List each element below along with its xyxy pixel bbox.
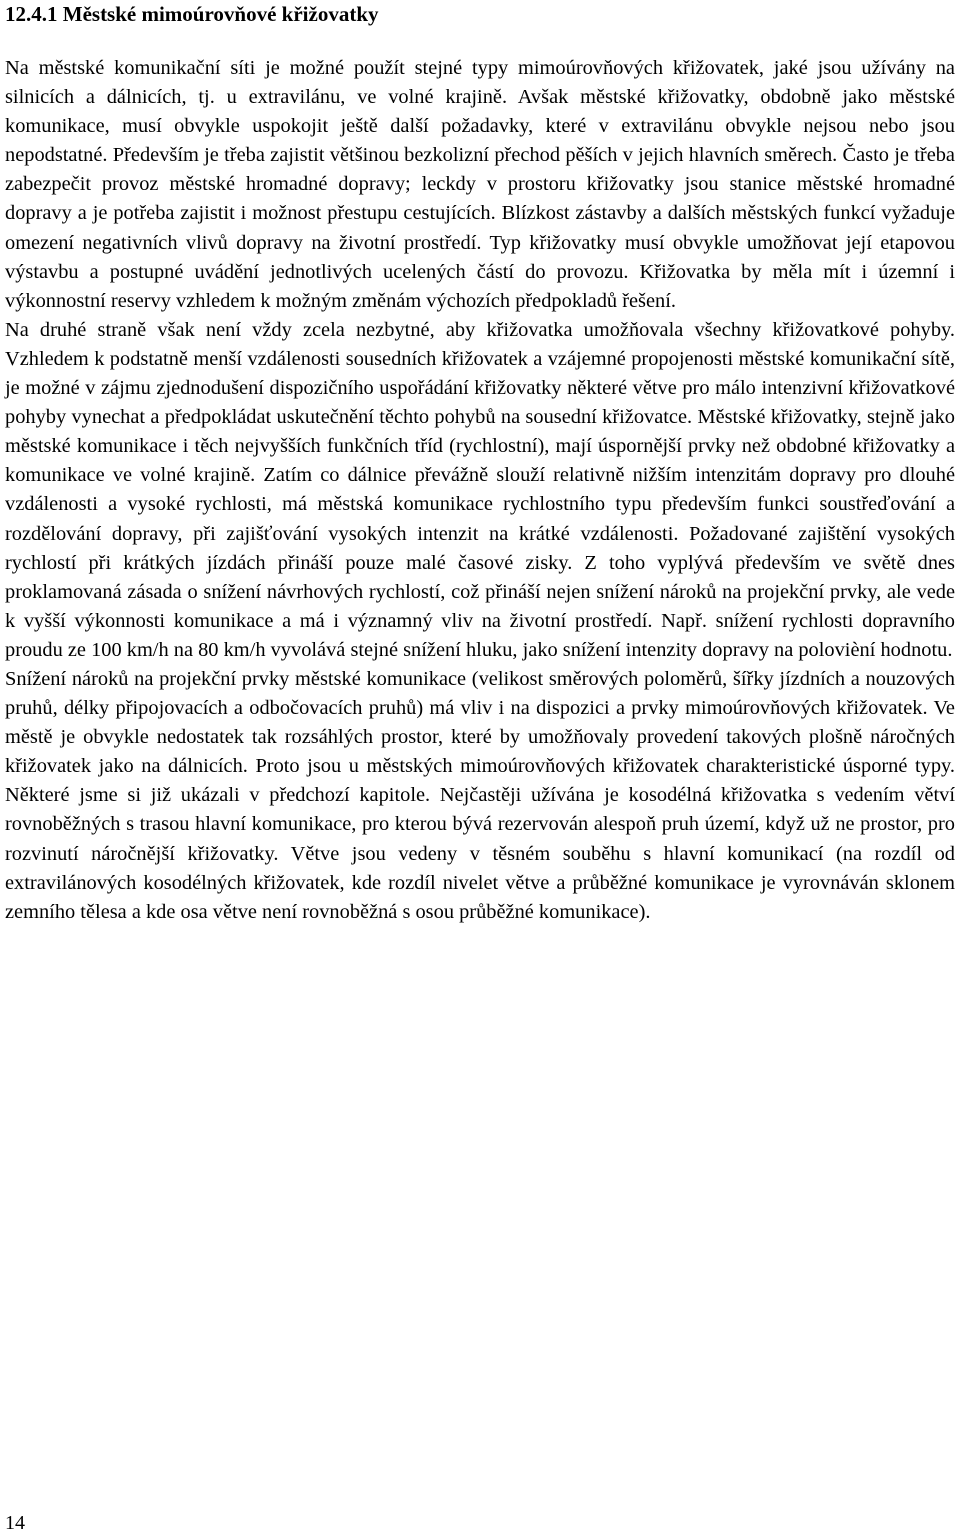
section-heading: 12.4.1 Městské mimoúrovňové křižovatky xyxy=(5,2,379,26)
body-text xyxy=(5,54,955,927)
paragraph-1: Na městské komunikační síti je možné použít stejné typy mimoúrovňových křižovatek, jaké jsou užívány na silnicích a dálnicích, tj. u extravilánu, ve volné krajině. Avšak městské křižovatky, obdobně jako městské komunikace, musí obvykle uspokojit ještě další požadavky, které v extravilánu obvykle nejsou nebo jsou nepodstatné. Především je třeba zajistit většinou bezkolizní přechod pěších v jejich hlavních směrech. Často je třeba zabezpečit provoz městské hromadné dopravy; leckdy v prostoru křižovatky jsou stanice městské hromadné dopravy a je potřeba zajistit i možnost přestupu cestujících. Blízkost zástavby a dalších městských funkcí vyžaduje omezení negativních vlivů dopravy na životní prostředí. Typ křižovatky musí obvykle umožňovat její etapovou výstavbu a postupné uvádění jednotlivých ucelených částí do provozu. Křižovatka by měla mít i územní i výkonnostní reservy vzhledem k možným změnám výchozích předpokladů řešení. xyxy=(5,57,955,312)
paragraph-3: Snížení nároků na projekční prvky městské komunikace (velikost směrových poloměrů, šířky jízdních a nouzových pruhů, délky připojovacích a odbočovacích pruhů) má vliv i na dispozici a prvky mimoúrovňových křižovatek. Ve městě je obvykle nedostatek tak rozsáhlých prostor, které by umožňovaly provedení takových plošně náročných křižovatek jako na dálnicích. Proto jsou u městských mimoúrovňových křižovatek charakteristické úsporné typy. Některé jsme si již ukázali v předchozí kapitole. Nejčastěji užívána je kosodélná křižovatka s vedením větví rovnoběžných s trasou hlavní komunikace, pro kterou bývá rezervován alespoň pruh území, když už ne prostor, pro rozvinutí náročnější křižovatky. Větve jsou vedeny v těsném souběhu s hlavní komunikací (na rozdíl od extravilánových kosodélných křižovatek, kde rozdíl nivelet větve a průběžné komunikace je vyrovnáván sklonem zemního tělesa a kde osa větve není rovnoběžná s osou průběžné komunikace). xyxy=(5,667,955,923)
page-number: 14 xyxy=(5,1512,25,1534)
paragraph-2: Na druhé straně však není vždy zcela nezbytné, aby křižovatka umožňovala všechny křižovatkové pohyby. Vzhledem k podstatně menší vzdálenosti sousedních křižovatek a vzájemné propojenosti městské komunikační sítě, je možné v zájmu zjednodušení dispozičního uspořádání křižovatky některé větve pro málo intenzivní křižovatkové pohyby vynechat a předpokládat uskutečnění těchto pohybů na sousední křižovatce. Městské křižovatky, stejně jako městské komunikace i těch nejvyšších funkčních tříd (rychlostní), mají úspornější prvky než obdobné křižovatky a komunikace ve volné krajině. Zatím co dálnice převážně slouží relativně nižším intenzitám dopravy pro dlouhé vzdálenosti a vysoké rychlosti, má městská komunikace rychlostního typu především funkci soustřeďování a rozdělování dopravy, při zajišťování vysokých intenzit na krátké vzdálenosti. Požadované zajištění vysokých rychlostí při krátkých jízdách přináší pouze malé časové zisky. Z toho vyplývá především ve světě dnes proklamovaná zásada o snížení návrhových rychlostí, což přináší nejen snížení nároků na projekční prvky, ale vede k vyšší výkonnosti komunikace a má i významný vliv na životní prostředí. Např. snížení rychlosti dopravního proudu ze 100 km/h na 80 km/h vyvolává stejné snížení hluku, jako snížení intenzity dopravy na polovièní hodnotu. xyxy=(5,318,955,661)
